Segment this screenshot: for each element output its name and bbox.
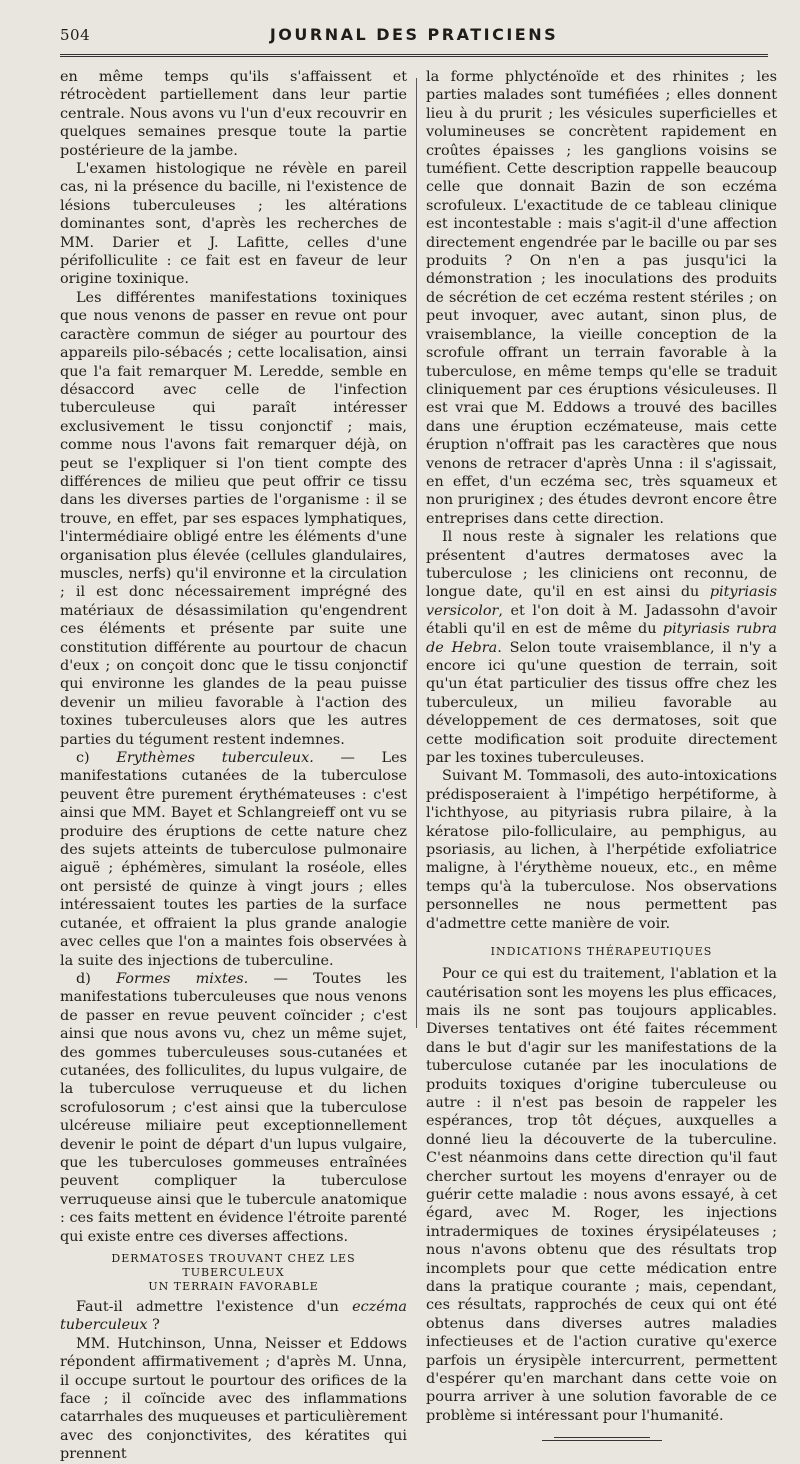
right-paragraph-2 bbox=[426, 528, 777, 767]
right-p2-a: Il nous reste à signaler les relations que présentent d'autres dermatoses avec la tuberculose ; les cliniciens ont reconnu, de longue date, qu'il en est ainsi du bbox=[426, 529, 777, 601]
question-mark: ? bbox=[147, 1317, 160, 1334]
section-heading-line-2: UN TERRAIN FAVORABLE bbox=[148, 1280, 319, 1293]
journal-title: JOURNAL DES PRATICIENS bbox=[269, 25, 559, 44]
section-heading-therapeutiques: INDICATIONS THÉRAPEUTIQUES bbox=[490, 945, 713, 959]
formes-mixtes-text: — Toutes les manifestations tuberculeuses que nous venons de passer en revue peuvent coïncider ; c'est ainsi que nous avons vu, chez un même sujet, des gommes tuberculeuses sous-cutanées et cutanées, des folliculites, du lupus vulgaire, de la tuberculose verruqueuse et du lichen scrofulosorum ; c'est ainsi que la tuberculose ulcéreuse miliaire peut exceptionnellement devenir le point de départ d'un lupus vulgaire, que les tuberculoses gommeuses entraînées peuvent compliquer la tuberculose verruqueuse ainsi que le tubercule anatomique : ces faits mettent en évidence l'étroite parenté qui existe entre ces diverses affections. bbox=[60, 970, 407, 1245]
right-p2-b: , et l'on doit à M. Jadassohn d'avoir établi qu'il en est de même du bbox=[426, 602, 777, 638]
left-paragraph-question bbox=[60, 1298, 407, 1335]
header-rule bbox=[60, 54, 768, 57]
right-paragraph-1: la forme phlycténoïde et des rhinites ; les parties malades sont tuméfiées ; elles donnent lieu à du prurit ; les vésicules superficielles et volumineuses se concrètent rapidement en croûtes épaisses ; les ganglions voisins se tuméfient. Cette description rappelle beaucoup celle que donnait Bazin de son eczéma scrofuleux. L'exactitude de ce tableau clinique est incontestable : mais s'agit-il d'une affection directement engendrée par le bacille ou par ses produits ? On n'en a pas jusqu'ici la démonstration ; les inoculations des produits de sécrétion de cet eczéma restent stériles ; on peut invoquer, avec autant, sinon plus, de vraisemblance, la vieille conception de la scrofule offrant un terrain favorable à la tuberculose, en même temps qu'elle se traduit cliniquement par ces éruptions vésiculeuses. Il est vrai que M. Eddows a trouvé des bacilles dans une éruption eczémateuse, mais cette éruption n'offrait pas les caractères que nous venons de retracer d'après Unna : il s'agissait, en effet, d'un eczéma sec, très squameux et non pruriginex ; des études devront encore être entreprises dans cette direction. bbox=[426, 69, 777, 527]
page-header bbox=[60, 22, 768, 46]
right-column bbox=[426, 68, 777, 1441]
right-paragraph-4: Pour ce qui est du traitement, l'ablation et la cautérisation sont les moyens les plus efficaces, mais ils ne sont pas toujours applicables. Diverses tentatives ont été faites récemment dans le but d'agir sur les manifestations de la tuberculose cutanée par les inoculations de produits toxiques d'origine tuberculeuse ou autre : il n'est pas besoin de rappeler les espérances, trop tôt déçues, auxquelles a donné lieu la découverte de la tuberculine. C'est néanmoins dans cette direction qu'il faut chercher surtout les moyens d'enrayer ou de guérir cette maladie : nous avons essayé, à cet égard, avec M. Roger, les injections intradermiques de toxines érysipélateuses ; nous n'avons obtenu que des résultats trop incomplets pour que cette médication entre dans la pratique courante ; mais, cependant, ces résultats, rapprochés de ceux qui ont été obtenus dans diverses autres maladies infectieuses et de l'action curative qu'exerce parfois un érysipèle intercurrent, permettent d'espérer qu'en marchant dans cette voie on pourra arriver à une solution favorable de ce problème si intéressant pour l'humanité. bbox=[426, 966, 777, 1424]
end-rule-bottom bbox=[542, 1440, 662, 1441]
left-paragraph-2: L'examen histologique ne révèle en pareil cas, ni la présence du bacille, ni l'existence de lésions tuberculeuses ; les altérations dominantes sont, d'après les recherches de MM. Darier et J. Lafitte, celles d'une périfolliculite : ce fait est en faveur de leur origine toxinique. bbox=[60, 161, 407, 288]
left-paragraph-formes-mixtes bbox=[60, 970, 407, 1246]
end-rule-top bbox=[554, 1437, 650, 1438]
page-number: 504 bbox=[60, 26, 91, 44]
term-eczema-tuberculeux: eczéma tuberculeux bbox=[60, 1299, 407, 1334]
term-pityriasis-rubra: pityriasis rubra de Hebra bbox=[426, 621, 777, 656]
item-label-c: c) bbox=[76, 750, 90, 767]
left-column bbox=[60, 68, 407, 1464]
right-p2-c: . Selon toute vraisemblance, il n'y a encore ici qu'une question de terrain, soit qu'un état particulier des tissus offre chez les tuberculeux, un milieu favorable au développement de ces dermatoses, soit que cette modification soit produite directement par les toxines tuberculeuses. bbox=[426, 639, 777, 767]
erythemes-text: — Les manifestations cutanées de la tuberculose peuvent être purement érythémateuses : c'est ainsi que MM. Bayet et Schlangreieff ont vu se produire des éruptions de cette nature chez des sujets atteints de tuberculose pulmonaire aiguë ; éphémères, simulant la roséole, elles ont persisté de quinze à vingt jours ; elles intéressaient toutes les parties de la surface cutanée, et offraient la plus grande analogie avec celles que l'on a maintes fois observées à la suite des injections de tuberculine. bbox=[60, 750, 408, 969]
column-divider bbox=[416, 78, 417, 1028]
section-heading-line-1: DERMATOSES TROUVANT CHEZ LES TUBERCULEUX bbox=[111, 1252, 356, 1279]
term-pityriasis-versicolor: pityriasis versicolor bbox=[426, 584, 777, 619]
section-heading-dermatoses bbox=[60, 1252, 407, 1294]
subheading-formes-mixtes: Formes mixtes. bbox=[116, 970, 249, 987]
left-paragraph-erythemes bbox=[60, 749, 407, 970]
left-paragraph-final: MM. Hutchinson, Unna, Neisser et Eddows répondent affirmativement ; d'après M. Unna, il occupe surtout le pourtour des orifices de la face ; il coïncide avec des inflammations catarrhales des muqueuses et particulièrement avec des conjonctivites, des kératites qui prennent bbox=[60, 1335, 407, 1463]
question-text: Faut-il admettre l'existence d'un bbox=[76, 1299, 353, 1315]
subheading-erythemes: Erythèmes tuberculeux. bbox=[116, 750, 314, 767]
item-label-d: d) bbox=[76, 970, 91, 987]
right-paragraph-3: Suivant M. Tommasoli, des auto-intoxications prédisposeraient à l'impétigo herpétiforme, à l'ichthyose, au pityriasis rubra pilaire, à la kératose pilo-folliculaire, au pemphigus, au psoriasis, au lichen, à l'herpétide exfoliatrice maligne, à l'érythème noueux, etc., en même temps qu'à la tuberculose. Nos observations personnelles ne nous permettent pas d'admettre cette manière de voir. bbox=[426, 768, 777, 932]
left-paragraph-1: en même temps qu'ils s'affaissent et rétrocèdent partiellement dans leur partie centrale. Nous avons vu l'un d'eux recouvrir en quelques semaines presque toute la partie postérieure de la jambe. bbox=[60, 69, 407, 159]
left-paragraph-3: Les différentes manifestations toxiniques que nous venons de passer en revue ont pour caractère commun de siéger au pourtour des appareils pilo-sébacés ; cette localisation, ainsi que l'a fait remarquer M. Leredde, semble en désaccord avec celle de l'infection tuberculeuse qui paraît intéresser exclusivement le tissu conjonctif ; mais, comme nous l'avons fait remarquer déjà, on peut se l'expliquer si l'on tient compte des différences de milieu que peut offrir ce tissu dans les diverses parties de l'organisme : il se trouve, en effet, par ses espaces lymphatiques, l'intermédiaire obligé entre les éléments d'une organisation plus élevée (cellules glandulaires, muscles, nerfs) qu'il environne et la circulation ; il est donc nécessairement imprégné des matériaux de désassimilation qu'engendrent ces éléments et présente par suite une constitution différente au pourtour de chacun d'eux ; on conçoit donc que le tissu conjonctif qui environne les glandes de la peau puisse devenir un milieu favorable à l'action des toxines tuberculeuses alors que les autres parties du tégument restent indemnes. bbox=[60, 289, 407, 748]
